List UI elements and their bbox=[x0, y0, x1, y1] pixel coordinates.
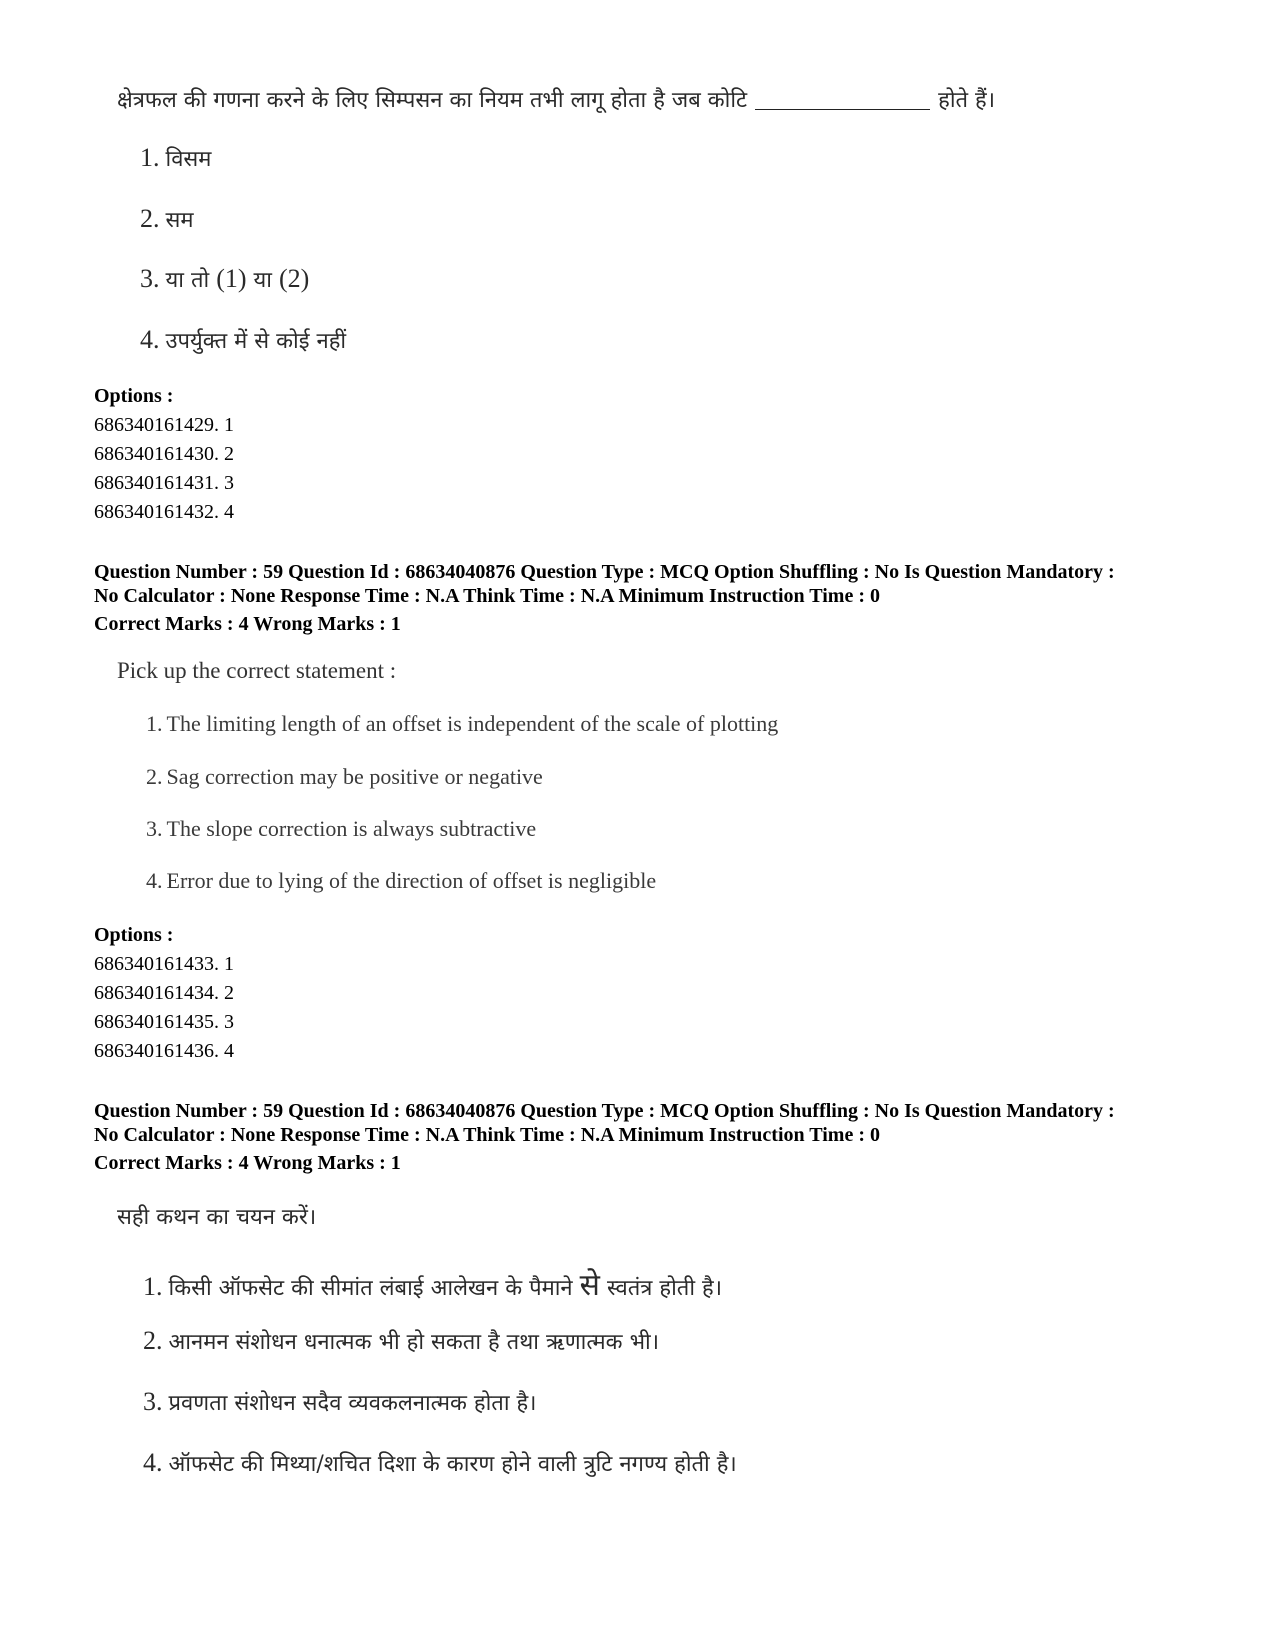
choice-text: आनमन संशोधन धनात्मक भी हो सकता है तथा ऋणात्मक भी। bbox=[168, 1330, 660, 1355]
choice-text: किसी ऑफसेट की सीमांत लंबाई आलेखन के पैमाने bbox=[168, 1276, 573, 1301]
q59-hi-prompt: सही कथन का चयन करें। bbox=[117, 1205, 317, 1230]
option-id-line: 686340161433. 1 bbox=[94, 953, 234, 975]
choice-number: 3. bbox=[143, 1387, 163, 1416]
q59-hi-choice-1 bbox=[143, 1263, 722, 1304]
choice-text: Error due to lying of the direction of offset is negligible bbox=[166, 868, 657, 893]
choice-number: 3. bbox=[146, 816, 163, 841]
q59-en-options-block bbox=[94, 921, 234, 1066]
q59-hi-choice-3 bbox=[143, 1387, 537, 1417]
choice-text: प्रवणता संशोधन सदैव व्यवकलनात्मक होता है। bbox=[168, 1391, 537, 1416]
choice-number: 2. bbox=[146, 764, 163, 789]
marks-line: Correct Marks : 4 Wrong Marks : 1 bbox=[94, 613, 401, 635]
marks-line: Correct Marks : 4 Wrong Marks : 1 bbox=[94, 1152, 401, 1174]
question-meta-line-2: No Calculator : None Response Time : N.A Think Time : N.A Minimum Instruction Time : 0 bbox=[94, 585, 880, 607]
choice-number: 2. bbox=[140, 204, 160, 233]
option-id-line: 686340161430. 2 bbox=[94, 443, 234, 465]
choice-text: सम bbox=[165, 208, 194, 233]
q58-hindi-prompt bbox=[117, 84, 995, 114]
q59-en-choice-4 bbox=[146, 868, 656, 894]
options-label: Options : bbox=[94, 385, 174, 407]
choice-text: The slope correction is always subtractive bbox=[166, 816, 537, 841]
option-id-line: 686340161429. 1 bbox=[94, 414, 234, 436]
q58-options-block bbox=[94, 382, 234, 527]
option-id-line: 686340161432. 4 bbox=[94, 501, 234, 523]
choice-text: ऑफसेट की मिथ्या/शचित दिशा के कारण होने वाली त्रुटि नगण्य होती है। bbox=[168, 1452, 737, 1477]
q59-en-choice-2 bbox=[146, 764, 543, 790]
choice-text: स्वतंत्र होती है। bbox=[606, 1276, 723, 1301]
q59-en-prompt: Pick up the correct statement : bbox=[117, 658, 397, 683]
choice-text: उपर्युक्त में से कोई नहीं bbox=[165, 329, 347, 354]
choice-text: या तो bbox=[165, 268, 210, 293]
q59-en-header bbox=[94, 560, 1214, 636]
q58-choice-3 bbox=[140, 264, 309, 294]
choice-number: 4. bbox=[143, 1448, 163, 1477]
q59-en-choice-1 bbox=[146, 711, 778, 737]
choice-number: 4. bbox=[146, 868, 163, 893]
q58-choice-2 bbox=[140, 204, 194, 234]
choice-number: 3. bbox=[140, 264, 160, 293]
choice-number: 1. bbox=[143, 1272, 163, 1301]
choice-number: 4. bbox=[140, 325, 160, 354]
option-id-line: 686340161436. 4 bbox=[94, 1040, 234, 1062]
q59-hi-choice-2 bbox=[143, 1326, 659, 1356]
choice-number: 1. bbox=[140, 143, 160, 172]
q58-prompt-before: क्षेत्रफल की गणना करने के लिए सिम्पसन का नियम तभी लागू होता है जब कोटि bbox=[117, 88, 748, 113]
choice-text: The limiting length of an offset is independent of the scale of plotting bbox=[166, 711, 779, 736]
options-label: Options : bbox=[94, 924, 174, 946]
choice-ref-1: (1) bbox=[216, 264, 247, 293]
choice-number: 1. bbox=[146, 711, 163, 736]
option-id-line: 686340161434. 2 bbox=[94, 982, 234, 1004]
q58-choice-1 bbox=[140, 143, 211, 173]
choice-text-large: से bbox=[579, 1268, 600, 1303]
q59-en-choice-3 bbox=[146, 816, 536, 842]
q58-prompt-after: होते हैं। bbox=[938, 88, 996, 113]
option-id-line: 686340161435. 3 bbox=[94, 1011, 234, 1033]
q59-hi-choice-4 bbox=[143, 1448, 737, 1478]
choice-text: Sag correction may be positive or negative bbox=[166, 764, 543, 789]
fill-in-blank bbox=[755, 89, 930, 110]
q58-choice-4 bbox=[140, 325, 346, 355]
choice-number: 2. bbox=[143, 1326, 163, 1355]
choice-text: या bbox=[253, 268, 272, 293]
choice-text: विसम bbox=[165, 147, 212, 172]
choice-ref-2: (2) bbox=[279, 264, 310, 293]
question-meta-line-1: Question Number : 59 Question Id : 68634040876 Question Type : MCQ Option Shuffling : No Is Question Mandatory : bbox=[94, 1100, 1115, 1122]
question-meta-line-2: No Calculator : None Response Time : N.A Think Time : N.A Minimum Instruction Time : 0 bbox=[94, 1124, 880, 1146]
question-meta-line-1: Question Number : 59 Question Id : 68634040876 Question Type : MCQ Option Shuffling : No Is Question Mandatory : bbox=[94, 561, 1115, 583]
q59-hi-header bbox=[94, 1099, 1214, 1175]
option-id-line: 686340161431. 3 bbox=[94, 472, 234, 494]
